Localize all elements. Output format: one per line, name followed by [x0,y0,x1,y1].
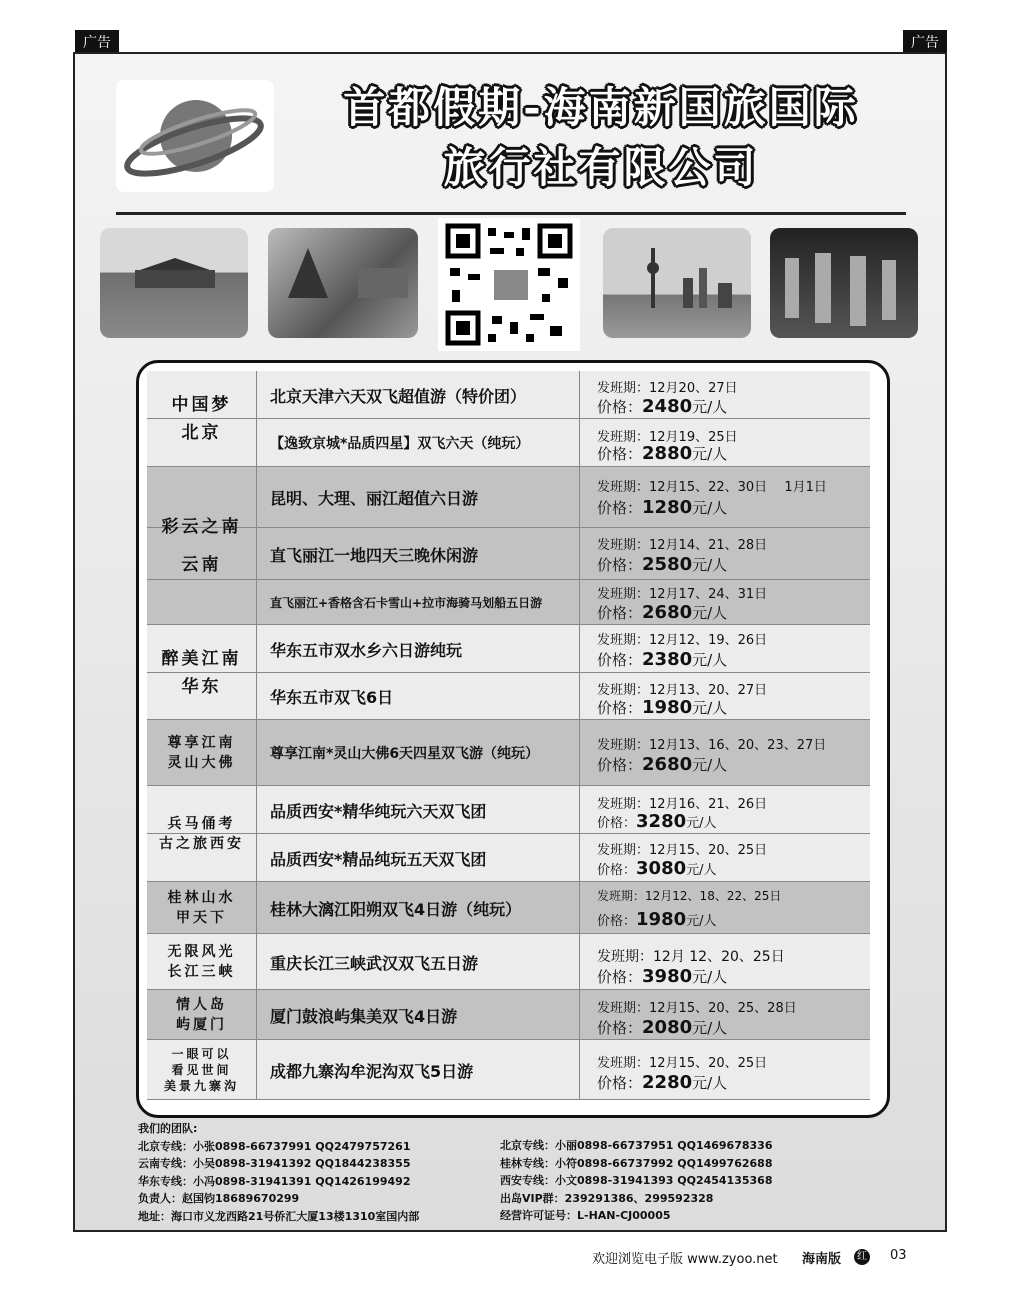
price: 价格：2080元/人 [597,1017,728,1038]
departure-dates: 发班期：12月19、25日 [597,430,738,445]
company-logo [116,80,274,192]
departure-dates: 发班期：12月12、19、26日 [597,633,768,648]
footer-edition: 海南版 [802,1252,842,1267]
departure-dates: 发班期：12月14、21、28日 [597,538,768,553]
departure-dates: 发班期：12月15、20、25、28日 [597,1001,797,1016]
price: 价格：1280元/人 [597,497,728,518]
route-name: 昆明、大理、丽江超值六日游 [262,467,580,528]
title-line-2: 旅行社有限公司 [443,143,759,192]
route-name: 直飞丽江+香格含石卡雪山+拉市海骑马划船五日游 [262,580,580,625]
departure-dates: 发班期：12月13、20、27日 [597,683,768,698]
route-name: 【逸致京城*品质四星】双飞六天（纯玩） [262,419,580,467]
price: 价格：3080元/人 [597,858,717,879]
departure-dates: 发班期：12月15、20、25日 [597,1056,768,1071]
photo-shanghai-skyline [603,228,751,338]
departure-dates: 发班期：12月15、20、25日 [597,843,768,858]
category-xiamen: 情人岛 屿厦门 [147,990,257,1040]
departure-dates: 发班期：12月13、16、20、23、27日 [597,738,827,753]
price: 价格：2680元/人 [597,754,728,775]
category-guilin: 桂林山水 甲天下 [147,882,257,934]
page-number: 03 [890,1248,907,1263]
price: 价格：3980元/人 [597,966,728,987]
edition-badge: 红 [854,1249,870,1265]
price: 价格：2280元/人 [597,1072,728,1093]
title-line-1: 首都假期-海南新国旅国际 [343,83,859,132]
departure-dates: 发班期：12月 12、20、25日 [597,949,785,965]
departure-dates: 发班期：12月15、22、30日 1月1日 [597,480,827,495]
category-huadong: 醉美江南 华东 [147,625,257,720]
category-beijing: 中国梦 北京 [147,371,257,467]
departure-dates: 发班期：12月20、27日 [597,381,738,396]
route-name: 尊享江南*灵山大佛6天四星双飞游（纯玩） [262,720,580,786]
route-name: 品质西安*精品纯玩五天双飞团 [262,834,580,882]
ad-label-right: 广告 [903,30,947,54]
category-xian: 兵马俑考 古之旅西安 [147,786,257,882]
ad-label-left: 广告 [75,30,119,54]
price: 价格：2380元/人 [597,649,728,670]
route-name: 品质西安*精华纯玩六天双飞团 [262,786,580,834]
route-name: 成都九寨沟牟泥沟双飞5日游 [262,1040,580,1100]
photo-yunnan-collage [268,228,418,338]
route-name: 华东五市双水乡六日游纯玩 [262,625,580,673]
company-title [296,78,906,198]
route-name: 华东五市双飞6日 [262,673,580,720]
departure-dates: 发班期：12月16、21、26日 [597,797,768,812]
category-lingshan: 尊享江南 灵山大佛 [147,720,257,786]
photo-terracotta-warriors [770,228,918,338]
route-name: 重庆长江三峡武汉双飞五日游 [262,934,580,990]
price: 价格：2580元/人 [597,554,728,575]
route-name: 北京天津六天双飞超值游（特价团） [262,371,580,419]
departure-dates: 发班期：12月17、24、31日 [597,587,768,602]
price: 价格：2680元/人 [597,602,728,623]
route-name: 桂林大漓江阳朔双飞4日游（纯玩） [262,882,580,934]
photo-tiananmen [100,228,248,338]
price: 价格：1980元/人 [597,909,717,930]
price: 价格：3280元/人 [597,811,717,832]
price: 价格：1980元/人 [597,697,728,718]
qr-code [438,218,580,351]
category-yunnan: 彩云之南 云南 [147,467,257,625]
route-name: 直飞丽江一地四天三晚休闲游 [262,528,580,580]
title-divider [116,212,906,215]
price: 价格：2880元/人 [597,443,728,464]
category-sanxia: 无限风光 长江三峡 [147,934,257,990]
departure-dates: 发班期：12月12、18、22、25日 [597,889,782,903]
team-contacts-left: 我们的团队: 北京专线：小张0898-66737991 QQ2479757261 云南专线：小吴0898-31941392 QQ1844238355 华东专线：小冯0898-31941391 QQ1426199492 负责人：赵国钧18689670299 地址：海口市义龙西路21号侨汇大厦13楼1310室国内部 [138,1122,420,1223]
category-jiuzhaigou: 一眼可以 看见世间 美景九寨沟 [147,1040,257,1100]
route-name: 厦门鼓浪屿集美双飞4日游 [262,990,580,1040]
team-contacts-right: 北京专线：小丽0898-66737951 QQ1469678336 桂林专线：小符0898-66737992 QQ1499762688 西安专线：小文0898-31941393 QQ2454135368 出岛VIP群：239291386、299592328 经营许可证号：L-HAN-CJ00005 [500,1139,773,1222]
footer-welcome: 欢迎浏览电子版 www.zyoo.net [592,1252,778,1267]
price: 价格：2480元/人 [597,396,728,417]
